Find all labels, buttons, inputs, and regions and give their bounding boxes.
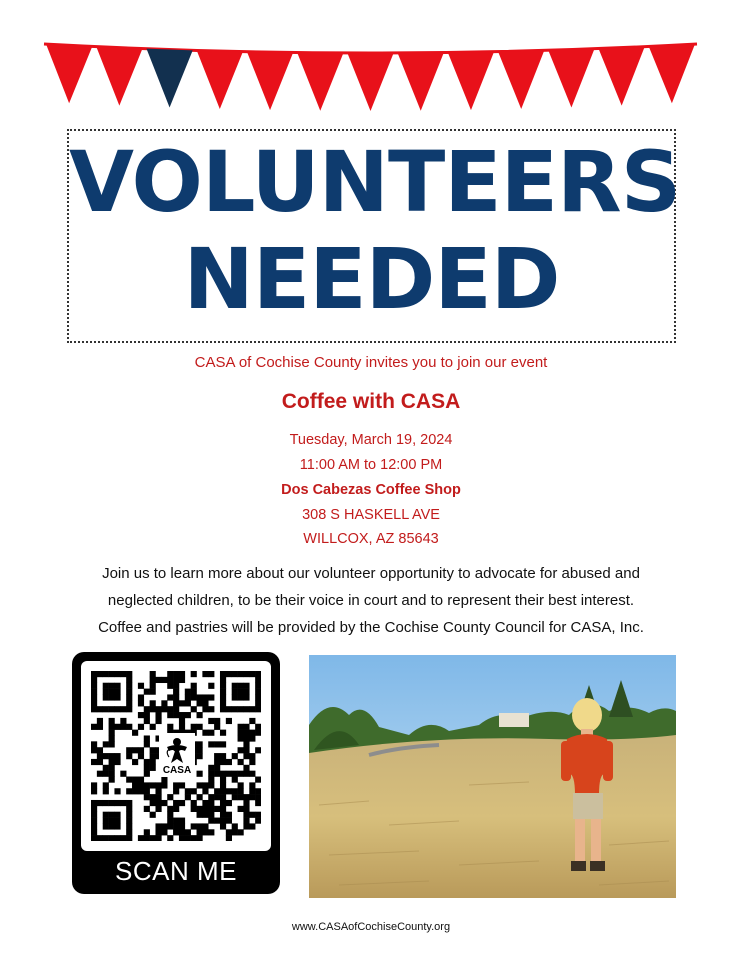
qr-code[interactable] [81,661,271,851]
event-title: Coffee with CASA [281,390,461,413]
qr-code-card[interactable] [72,652,280,894]
scan-me-label: SCAN ME [115,856,237,886]
description-line-1: Join us to learn more about our volunteer opportunity to advocate for abused and [102,565,640,582]
bunting-flag [46,44,92,103]
bunting-flag [498,50,544,109]
bunting-flag [548,49,594,108]
bunting-flag [448,52,494,110]
bunting-flag [96,47,142,106]
bunting-banner [0,0,742,130]
headline-box [67,129,681,343]
qr-code-graphic [91,671,261,841]
headline-needed: NEEDED [183,230,560,328]
event-date: Tuesday, March 19, 2024 [289,432,453,448]
event-venue: Dos Cabezas Coffee Shop [281,482,461,498]
description-line-2: neglected children, to be their voice in court and to represent their best interest. [107,592,635,609]
bunting-flag [599,47,645,106]
qr-logo-text: CASA [162,765,192,776]
bunting-flag [649,44,695,103]
child-in-field-photo [309,655,676,898]
event-time: 11:00 AM to 12:00 PM [299,457,443,473]
description-line-3: Coffee and pastries will be provided by the Cochise County Council for CASA, Inc. [98,619,644,636]
bunting-flag [297,53,343,111]
event-street: 308 S HASKELL AVE [302,507,440,523]
event-city: WILLCOX, AZ 85643 [303,531,439,547]
bunting-flag [247,52,293,110]
bunting-flag [197,50,243,109]
bunting-flag [146,49,192,108]
headline-volunteers: VOLUNTEERS [69,133,681,231]
bunting-flag [347,53,393,111]
website-url[interactable]: www.CASAofCochiseCounty.org [291,921,451,933]
invitation-text: CASA of Cochise County invites you to join our event [194,354,548,371]
bunting-flag [398,53,444,111]
